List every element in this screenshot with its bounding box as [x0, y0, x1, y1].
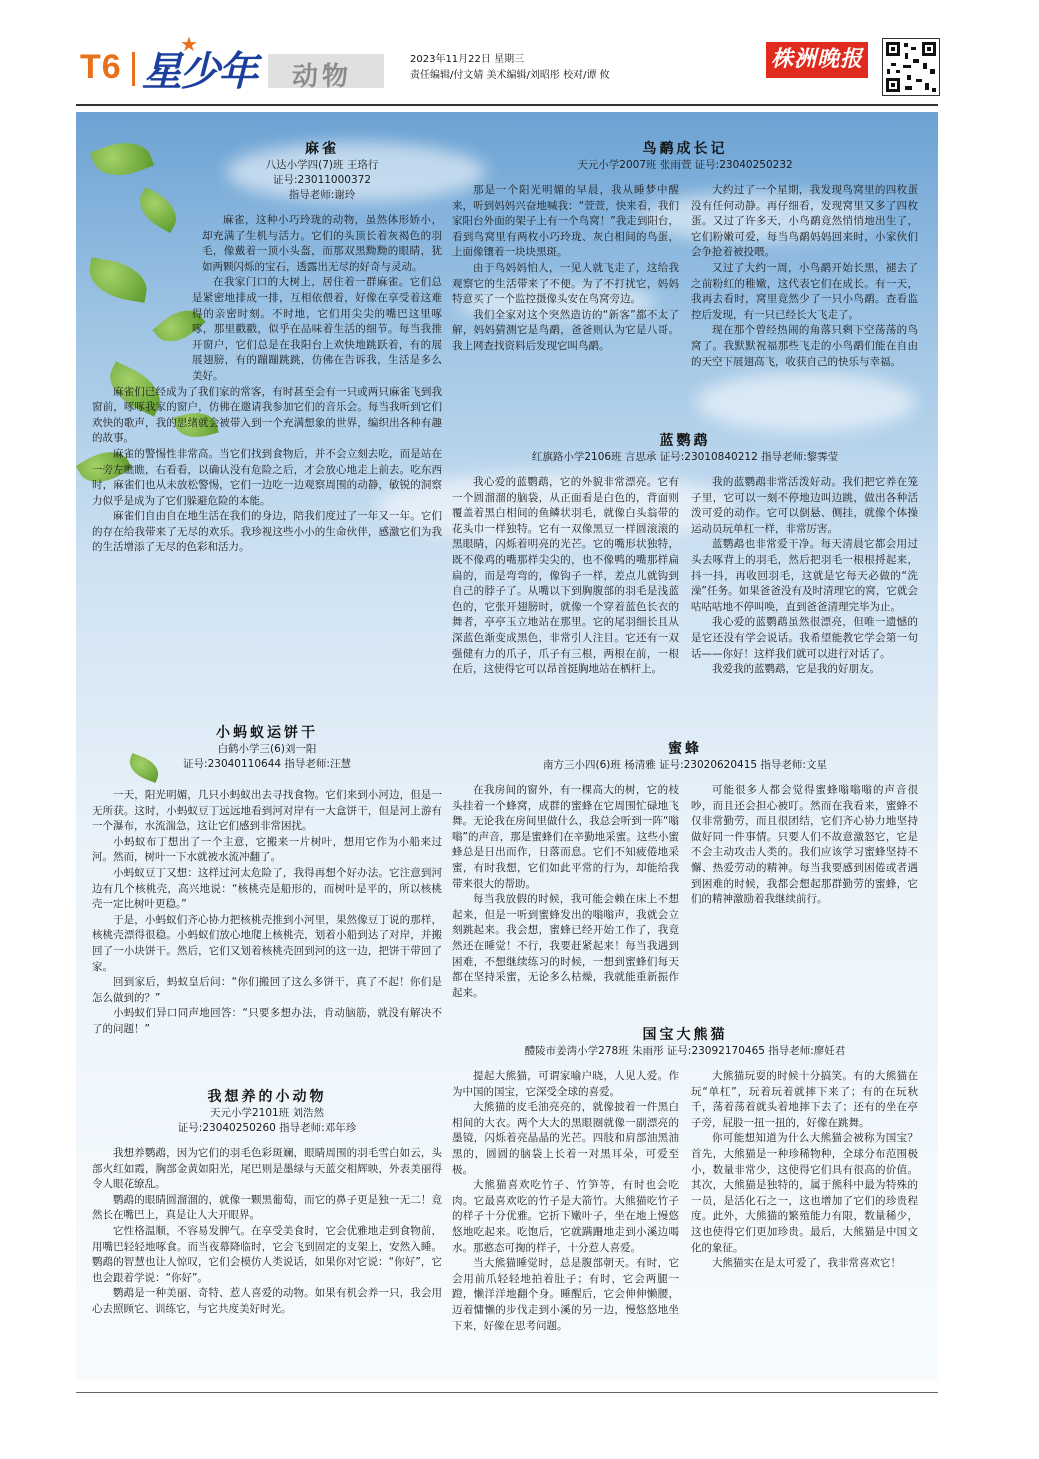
paragraph: 我心爱的蓝鹦鹉，它的外貌非常漂亮。它有一个圆溜溜的脑袋，从正面看是白色的，背面则覆盖着黑白相间的鱼鳞状羽毛，就像白头翁带的花头巾一样独特。它有一双像黑豆一样圆滚滚的黑眼睛，闪烁着明亮的光芒。它的嘴形状独特，既不像鸡的嘴那样尖尖的，也不像鸭的嘴那样扁扁的，而是弯弯的，像钩子一样，差点儿就钩到自己的脖子了。从嘴以下到胸腹部的羽毛是浅蓝色的，它张开翅膀时，就像一个穿着蓝色长衣的舞者，亭亭玉立地站在那里。它的尾羽细长且从深蓝色渐变成黑色，非常引人注目。它还有一双强健有力的爪子，爪子有三根，两根在前，一根在后，这使得它可以昂首挺胸地站在栖杆上。 [452, 476, 679, 676]
newspaper-logo: 株洲晚报 [766, 42, 868, 78]
article-parrot [452, 430, 918, 678]
article-body [92, 1146, 442, 1318]
paragraph: 大熊猫喜欢吃竹子、竹笋等，有时也会吃肉。它最喜欢吃的竹子是大箭竹。大熊猫吃竹子的样子十分优雅。它折下嫩叶子，坐在地上慢悠悠地吃起来。吃饱后，它就蹒跚地走到小溪边喝水。那憨态可掬的样子，十分惹人喜爱。 [452, 1179, 679, 1254]
paragraph: 可能很多人都会觉得蜜蜂嗡嗡嗡的声音很吵，而且还会担心被叮。然而在我看来，蜜蜂不仅非常勤劳，而且很团结，它们齐心协力地坚持做好同一件事情。只要人们不故意激怒它，它是不会主动攻击人类的。我们应该学习蜜蜂坚持不懈、热爱劳动的精神。每当我要感到困倦或者遇到困难的时候，我都会想起那群勤劳的蜜蜂，它们的精神激励着我继续前行。 [691, 784, 918, 906]
article-title: 鸟鹬成长记 [642, 141, 728, 157]
article-my-pet [92, 1086, 442, 1318]
issue-meta [410, 52, 610, 84]
article-bee [452, 738, 918, 1001]
paragraph: 小蚂蚁豆丁又想：这样过河太危险了，我得再想个好办法。它注意到河边有几个核桃壳，高兴地说：“核桃壳是船形的，而树叶是平的，所以核桃壳一定比树叶更稳。” [92, 866, 442, 911]
paragraph: 麻雀们已经成为了我们家的常客，有时甚至会有一只或两只麻雀飞到我窗前，啄啄我家的窗户，仿佛在邀请我参加它们的音乐会。每当我听到它们欢快的歌声，我的思绪就会被带入到一个充满想象的世界，编织出各种有趣的故事。 [92, 385, 442, 445]
paragraph: 小蚂蚁布丁想出了一个主意，它搬来一片树叶，想用它作为小船来过河。然而，树叶一下水就被水流冲翻了。 [92, 835, 442, 864]
paragraph: 我心爱的蓝鹦鹉虽然很漂亮，但唯一遗憾的是它还没有学会说话。我希望能教它学会第一句话——你好！这样我们就可以进行对话了。 [691, 616, 918, 660]
article-title: 国宝大熊猫 [642, 1027, 728, 1043]
section-label [268, 54, 384, 92]
article-byline: 红旗路小学2106班 言思承 证号:23010840212 指导老师:黎霁莹 [531, 451, 839, 463]
page-number: T6 [80, 48, 122, 86]
article-body [452, 1069, 918, 1334]
article-byline: 南方三小四(6)班 杨清雅 证号:23020620415 指导老师:文星 [543, 759, 827, 771]
article-title: 麻雀 [305, 141, 339, 157]
paragraph: 大熊猫玩耍的时候十分搞笑。有的大熊猫在玩“单杠”，玩着玩着就摔下来了；有的在玩秋千，荡着荡着就头着地摔下去了；还有的坐在亭子旁，屁股一扭一扭的，好像在跳舞。 [691, 1070, 918, 1129]
star-icon: ★ [180, 32, 196, 56]
paragraph: 我爱我的蓝鹦鹉，它是我的好朋友。 [712, 663, 880, 676]
article-byline: 天元小学2007班 张雨萱 证号:23040250232 [577, 159, 793, 171]
paragraph: 蓝鹦鹉也非常爱干净。每天清晨它都会用过头去啄背上的羽毛，然后把羽毛一根根捋起来，抖一抖，再收回羽毛，这就是它每天必做的“洗澡”任务。如果爸爸没有及时清理它的窝，它就会咕咕咕地不停叫唤，直到爸爸清理完毕为止。 [691, 538, 918, 613]
paragraph: 现在那个曾经热闹的角落只剩下空荡荡的鸟窝了。我默默祝福那些飞走的小鸟鹬们能在自由的天空下展翅高飞，收获自己的快乐与幸福。 [691, 324, 918, 368]
paragraph: 在我房间的窗外，有一棵高大的树，它的枝头挂着一个蜂窝，成群的蜜蜂在它周围忙碌地飞舞。无论我在房间里做什么，我总会听到一阵“嗡嗡”的声音，那是蜜蜂们在辛勤地采蜜。这些小蜜蜂总是日出而作，日落而息。它们不知疲倦地采蜜，有时我想，它们如此平常的行为，却能给我带来很大的帮助。 [452, 784, 679, 890]
paragraph: 我的蓝鹦鹉非常活泼好动。我们把它养在笼子里，它可以一刻不停地边叫边跳，做出各种活泼可爱的动作。它可以倒悬、侧挂，就像个体操运动员玩单杠一样，非常厉害。 [691, 476, 918, 535]
article-egret [452, 138, 918, 370]
paragraph: 麻雀的警惕性非常高。当它们找到食物后，并不会立刻去吃，而是站在一旁左瞧瞧，右看看，以确认没有危险之后，才会放心地走上前去。吃东西时，麻雀们也从未放松警惕，它们一边吃一边观察周围的动静，敏锐的洞察力似乎是成为了它们躲避危险的本能。 [92, 447, 442, 507]
article-title: 我想养的小动物 [207, 1089, 327, 1105]
paragraph: 在我家门口的大树上，居住着一群麻雀。它们总是紧密地排成一排，互相依偎着，好像在享受着这难得的亲密时刻。不时地，它们用尖尖的嘴巴这里啄啄，那里戳戳，似乎在品味着生活的细节。每当我推开窗户，它们总是在我阳台上欢快地跳跃着，有的展展翅膀，有的蹦蹦跳跳，仿佛在告诉我，生活是多么美好。 [192, 276, 442, 382]
article-body [452, 783, 918, 1001]
paragraph: 回到家后，蚂蚁皇后问：“你们搬回了这么多饼干，真了不起！你们是怎么做到的？” [92, 976, 442, 1004]
paragraph: 由于鸟妈妈怕人，一见人就飞走了，这给我观察它的生活带来了不便。为了不打扰它，妈妈特意买了一个监控摄像头安在鸟窝旁边。 [452, 261, 679, 306]
paragraph: 麻雀们自由自在地生活在我们的身边，陪我们度过了一年又一年。它们的存在给我带来了无尽的欢乐。我珍视这些小小的生命伙伴，感激它们为我的生活增添了无尽的色彩和活力。 [92, 510, 442, 554]
author-cert: 证号:23040250260 指导老师:邓年珍 [177, 1122, 357, 1134]
article-body [92, 213, 442, 556]
paragraph: 又过了大约一周，小鸟鹬开始长黑，褪去了之前粉红的稚嫩，这代表它们在成长。有一天，我再去看时，窝里竟然少了一只小鸟鹬。查看监控后发现，有一只已经长大飞走了。 [691, 261, 918, 321]
author-cert: 证号:23040110644 指导老师:汪慧 [183, 758, 351, 770]
article-title: 小蚂蚁运饼干 [216, 725, 318, 741]
brand-name: 星少年 [142, 49, 256, 95]
article-body [92, 788, 442, 1038]
section-title: 动物 [292, 62, 353, 92]
paragraph: 每当我放假的时候，我可能会赖在床上不想起来，但是一听到蜜蜂发出的嗡嗡声，我就会立刻跳起来。我会想，蜜蜂已经开始工作了，我竟然还在睡觉！不行，我要赶紧起来！每当我遇到困难，不想继续练习的时候，一想到蜜蜂们每天都在坚持采蜜，无论多么枯燥，我就能重新振作起来。 [452, 893, 679, 999]
paragraph: 大熊猫的皮毛油亮亮的，就像披着一件黑白相间的大衣。两个大大的黑眼圈就像一副漂亮的墨镜，闪烁着亮晶晶的光芒。四肢和肩部油黑油黑的，圆圆的脑袋上长着一对黑耳朵，可爱至极。 [452, 1101, 679, 1176]
article-byline [92, 1106, 442, 1136]
paragraph: 我想养鹦鹉，因为它们的羽毛色彩斑斓，眼睛周围的羽毛雪白如云，头部火红如霞，胸部金黄如阳光，尾巴则是墨绿与天蓝交相辉映，外表美丽得令人眼花缭乱。 [92, 1147, 442, 1191]
paragraph: 大约过了一个星期，我发现鸟窝里的四枚蛋没有任何动静。再仔细看，发现窝里又多了四枚蛋。又过了许多天，小鸟鹬竟然悄悄地出生了，它们粉嫩可爱，每当鸟鹬妈妈回来时，小家伙们会争抢着被投喂。 [691, 184, 918, 259]
article-byline [92, 742, 442, 772]
article-title: 蓝鹦鹉 [659, 433, 711, 449]
brand-logo [142, 32, 256, 97]
article-sparrow [92, 138, 442, 556]
masthead [0, 0, 1039, 112]
article-ants [92, 722, 442, 1038]
paragraph: 小蚂蚁们异口同声地回答：“只要多想办法，肯动脑筋，就没有解决不了的问题！” [92, 1007, 442, 1035]
article-body [452, 475, 918, 678]
author-school: 八达小学四(7)班 王珞行 [265, 159, 379, 171]
paragraph: 当大熊猫睡觉时，总是腹部朝天。有时，它会用前爪轻轻地拍着肚子；有时，它会两腿一蹬，懒洋洋地翻个身。睡醒后，它会伸伸懒腰，迈着慵懒的步伐走到小溪的另一边，慢悠悠地坐下来，好像在思考问题。 [452, 1257, 679, 1332]
paragraph: 那是一个阳光明媚的早晨，我从睡梦中醒来，听到妈妈兴奋地喊我：“萱萱，快来看，我们家阳台外面的架子上有一个鸟窝！”我走到阳台，看到鸟窝里有两枚小巧玲珑、灰白相间的鸟蛋，上面像镶着一块块黑斑。 [452, 184, 679, 259]
article-byline: 醴陵市姜湾小学278班 朱雨彤 证号:23092170465 指导老师:廖妊君 [524, 1045, 846, 1057]
masthead-rule [76, 104, 938, 106]
article-byline [202, 158, 442, 203]
paragraph: 大熊猫实在是太可爱了，我非常喜欢它！ [712, 1257, 901, 1270]
paragraph: 鹦鹉的眼睛圆溜溜的，就像一颗黑葡萄，而它的鼻子更是独一无二！竟然长在嘴巴上，真是让人大开眼界。 [92, 1193, 442, 1222]
author-cert: 证号:23011000372 [272, 174, 372, 186]
footer-rule [76, 1392, 938, 1393]
article-panda [452, 1024, 918, 1334]
teacher: 指导老师:谢玲 [288, 189, 356, 201]
qr-code-icon [882, 38, 940, 96]
paragraph: 一天，阳光明媚，几只小蚂蚁出去寻找食物。它们来到小河边，但是一无所获。这时，小蚂蚁豆丁远远地看到河对岸有一大盒饼干，但是河上游有一个瀑布，水流湍急，这让它们感到非常困扰。 [92, 789, 442, 833]
paragraph: 提起大熊猫，可谓家喻户晓，人见人爱。作为中国的国宝，它深受全球的喜爱。 [452, 1070, 679, 1098]
paragraph: 你可能想知道为什么大熊猫会被称为国宝？首先，大熊猫是一种珍稀物种，全球分布范围极小，数量非常少，这使得它们具有很高的价值。其次，大熊猫是独特的，属于熊科中最为特殊的一员，是活化石之一，这也增加了它们的珍贵程度。此外，大熊猫的繁殖能力有限，数量稀少，这也使得它们更加珍贵。最后，大熊猫是中国文化的象征。 [691, 1132, 918, 1254]
editors-credit: 责任编辑/付文婧 美术编辑/刘昭彤 校对/谭 攸 [410, 70, 610, 81]
paragraph: 鹦鹉是一种美丽、奇特、惹人喜爱的动物。如果有机会养一只，我会用心去照顾它、训练它，与它共度美好时光。 [92, 1287, 442, 1315]
article-title: 蜜蜂 [668, 741, 702, 757]
author-school: 白鹤小学三(6)刘一阳 [217, 743, 317, 755]
article-body [452, 183, 918, 370]
paragraph: 麻雀，这种小巧玲珑的动物，虽然体形娇小，却充满了生机与活力。它们的头顶长着灰褐色的羽毛，像戴着一顶小头盔，而那双黑黝黝的眼睛，犹如两颗闪烁的宝石，透露出无尽的好奇与灵动。 [202, 214, 442, 273]
page-number-divider [132, 52, 135, 86]
paragraph: 它性格温顺，不容易发脾气。在享受美食时，它会优雅地走到食物前，用嘴巴轻轻地啄食。而当夜幕降临时，它会飞到固定的支架上，安然入睡。鹦鹉的智慧也让人惊叹，它们会模仿人类说话，如果你对它说：“你好”，它也会跟着学说：“你好”。 [92, 1224, 442, 1284]
paragraph: 我们全家对这个突然造访的“新客”都不太了解，妈妈猜测它是鸟鹬，爸爸则认为它是八哥。我上网查找资料后发现它叫鸟鹬。 [452, 308, 679, 352]
author-school: 天元小学2101班 刘浩然 [209, 1107, 325, 1119]
issue-date: 2023年11月22日 星期三 [410, 54, 525, 65]
paragraph: 于是，小蚂蚁们齐心协力把核桃壳推到小河里，果然像豆丁说的那样，核桃壳漂得很稳。小蚂蚁们放心地爬上核桃壳，划着小船到达了对岸，并搬回了一小块饼干。然后，它们又划着核桃壳回到河的这一边，把饼干带回了家。 [92, 913, 442, 973]
